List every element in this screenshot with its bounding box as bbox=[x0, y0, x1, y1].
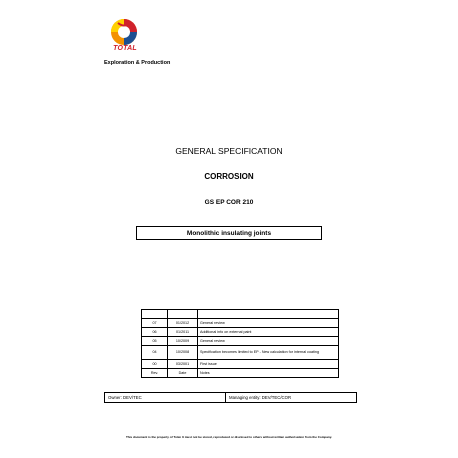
division-name: Exploration & Production bbox=[104, 60, 171, 66]
rev-cell bbox=[142, 310, 168, 319]
date-cell: 10/2009 bbox=[168, 337, 198, 346]
date-cell bbox=[168, 310, 198, 319]
table-row bbox=[142, 310, 339, 319]
owner-label: Owner: DEV/TEC bbox=[105, 393, 226, 402]
table-header-row bbox=[142, 369, 339, 378]
managing-entity-label: Managing entity: DEV/TEC/COR bbox=[229, 395, 292, 400]
date-header: Date bbox=[168, 369, 198, 378]
date-cell: 03/2001 bbox=[168, 360, 198, 369]
notes-cell: First issue bbox=[198, 360, 339, 369]
revision-table bbox=[141, 309, 339, 378]
date-cell: 01/2011 bbox=[168, 328, 198, 337]
logo-wordmark: TOTAL bbox=[113, 45, 137, 52]
document-title: CORROSION bbox=[204, 172, 254, 181]
subject-text: Monolithic insulating joints bbox=[186, 229, 272, 237]
rev-cell: 00 bbox=[142, 360, 168, 369]
ownership-box bbox=[104, 392, 357, 403]
date-cell: 10/2008 bbox=[168, 346, 198, 360]
rev-cell: 07 bbox=[142, 319, 168, 328]
notes-cell: Additional info on external paint bbox=[198, 328, 339, 337]
table-row bbox=[142, 346, 339, 360]
document-subject bbox=[136, 226, 322, 240]
notes-header: Notes bbox=[198, 369, 339, 378]
rev-cell: 05 bbox=[142, 337, 168, 346]
document-category: GENERAL SPECIFICATION bbox=[175, 146, 283, 156]
table-row bbox=[142, 319, 339, 328]
notes-cell: General review bbox=[198, 337, 339, 346]
rev-cell: 04 bbox=[142, 346, 168, 360]
notes-cell bbox=[198, 310, 339, 319]
date-cell: 01/2012 bbox=[168, 319, 198, 328]
table-row bbox=[142, 328, 339, 337]
notes-cell: Specification becomes limited to EP - New calculation for internal coating bbox=[198, 346, 339, 360]
notes-cell: General review bbox=[198, 319, 339, 328]
total-logo-icon bbox=[109, 17, 139, 47]
rev-cell: 06 bbox=[142, 328, 168, 337]
table-row bbox=[142, 337, 339, 346]
confidentiality-notice: This document is the property of Total. It must not be stored, reproduced or disclosed to others without written authorisation from the Company. bbox=[125, 435, 333, 439]
rev-header: Rev. bbox=[142, 369, 168, 378]
table-row bbox=[142, 360, 339, 369]
document-reference: GS EP COR 210 bbox=[204, 199, 254, 206]
